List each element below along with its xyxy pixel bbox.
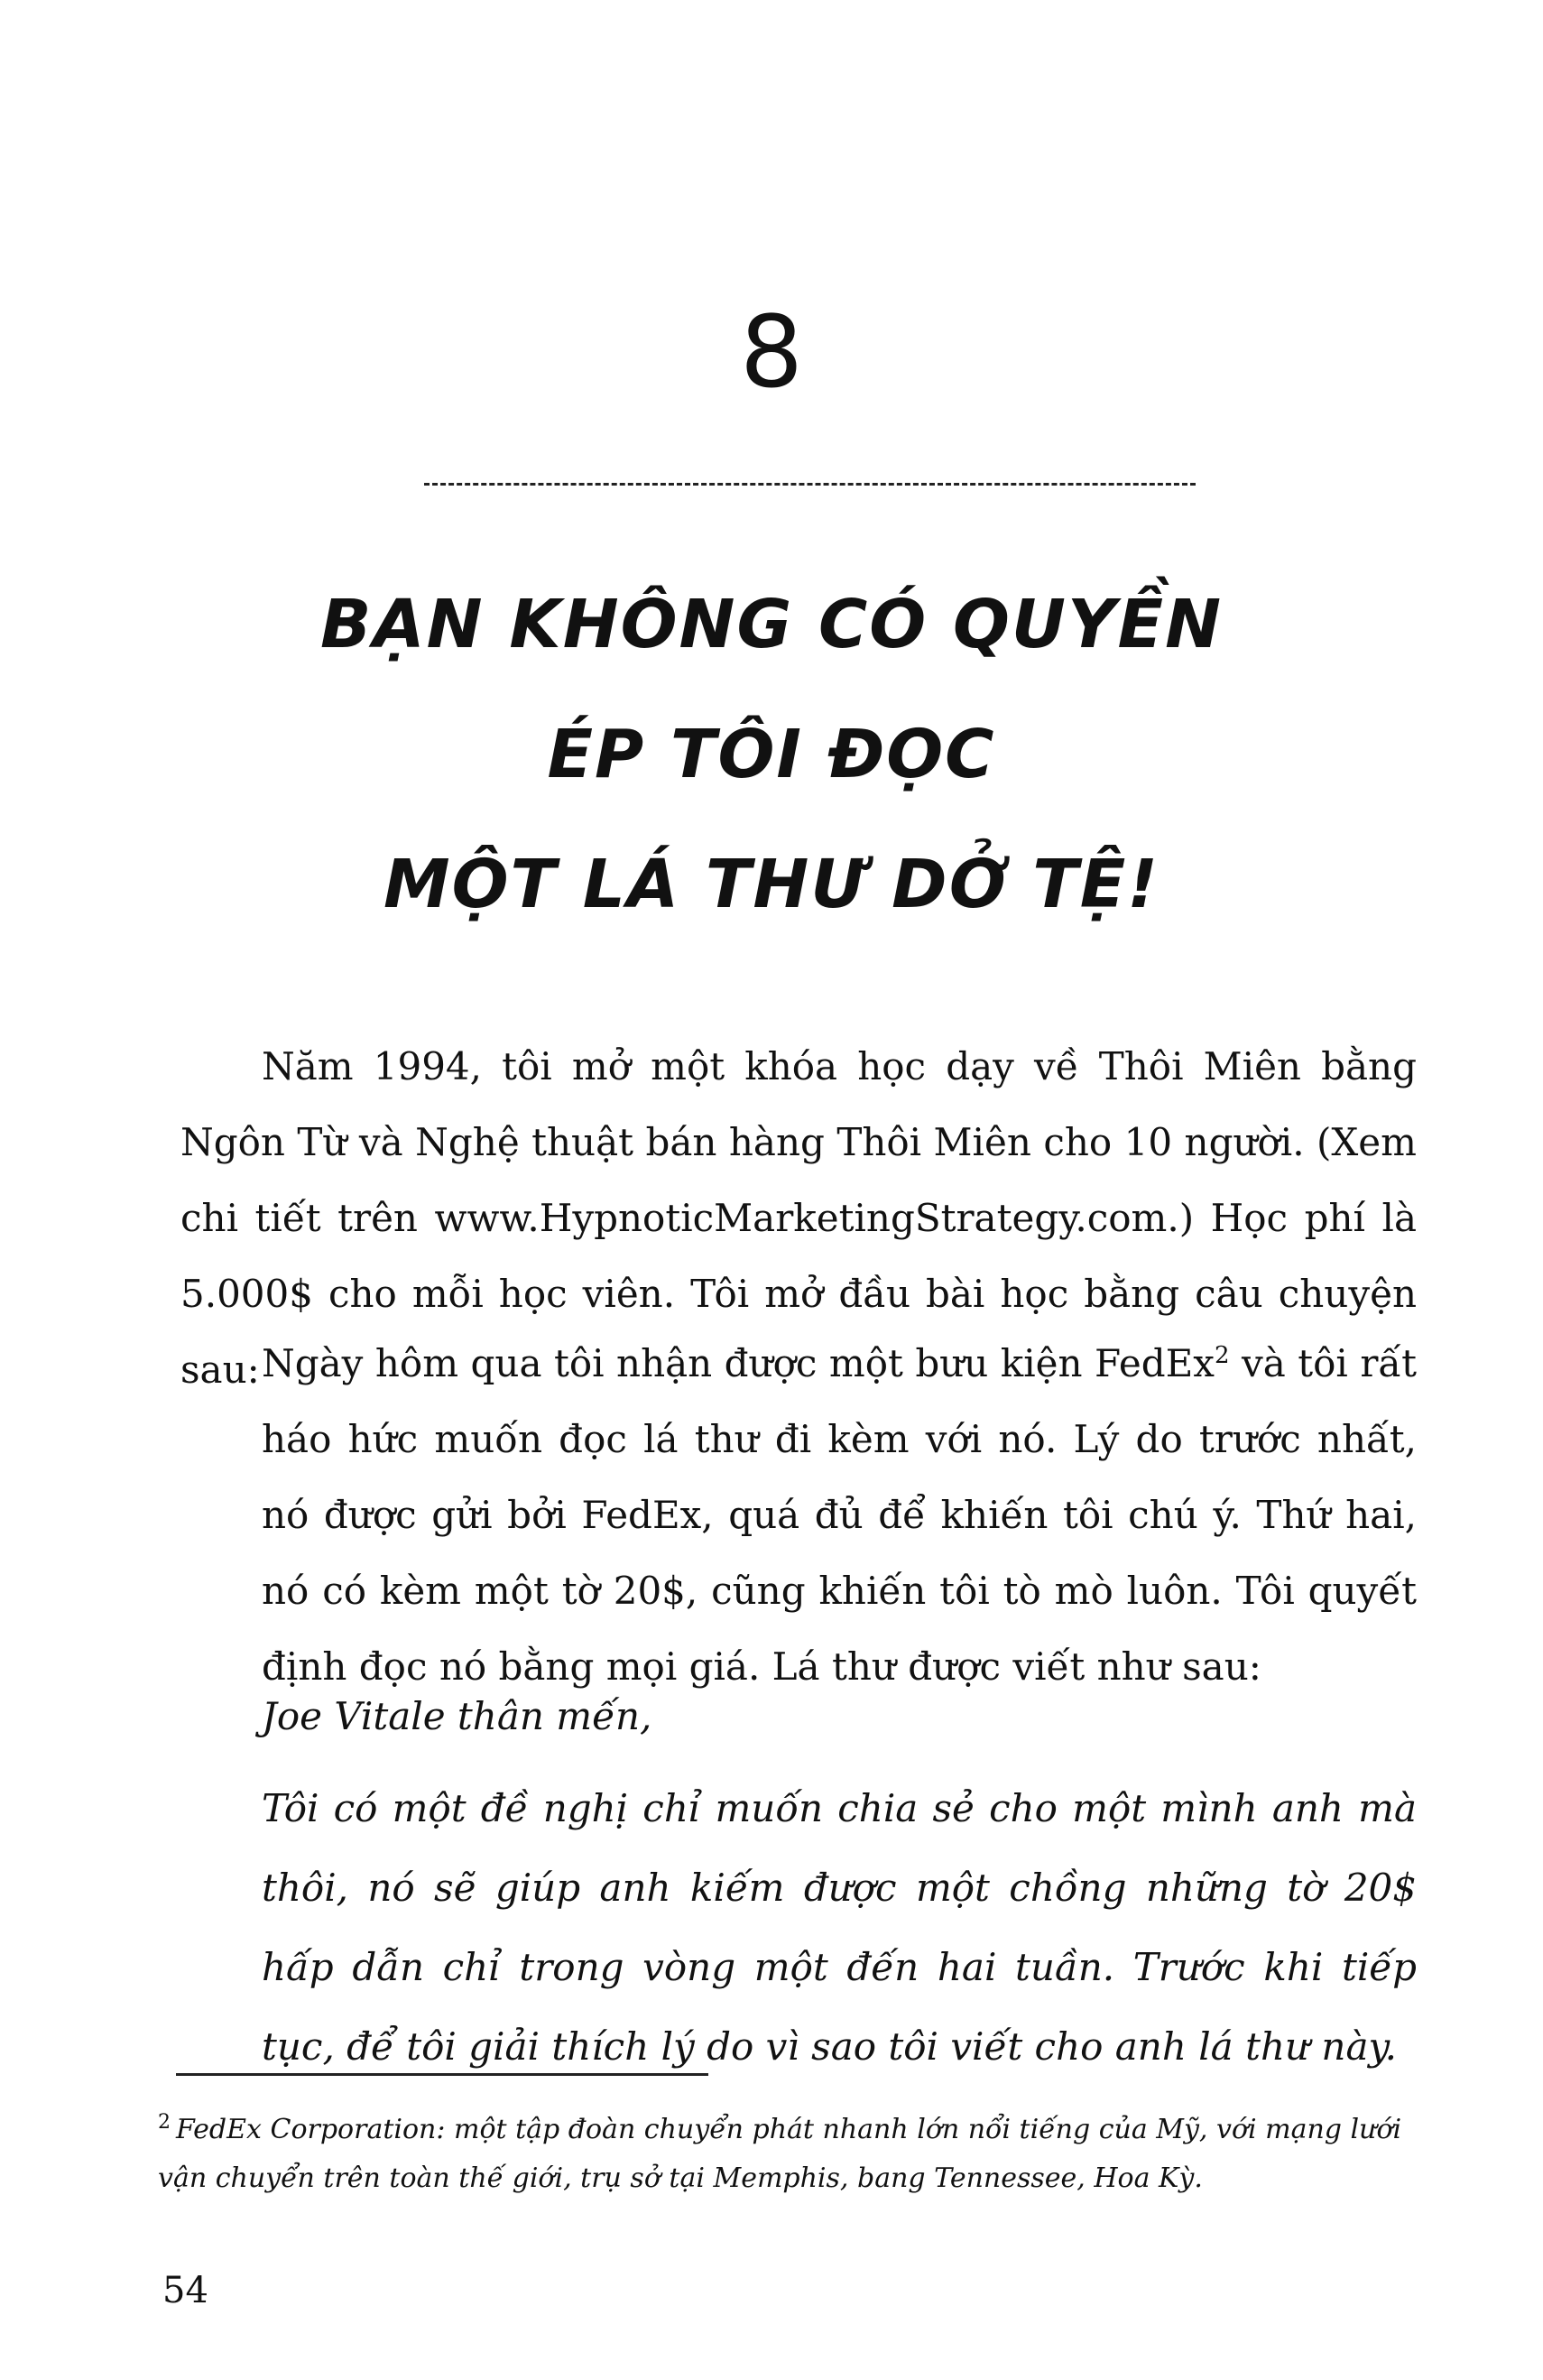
- chapter-divider: [424, 483, 1196, 486]
- footnote-number: 2: [158, 2111, 171, 2134]
- story-text-end: và tôi rất háo hức muốn đọc lá thư đi kèm với nó. Lý do trước nhất, nó được gửi bởi FedEx, quá đủ để khiến tôi chú ý. Thứ hai, nó có kèm một tờ 20$, cũng khiến tôi tò mò luôn. Tôi quyết định đọc nó bằng mọi giá. Lá thư được viết như sau:: [262, 1341, 1418, 1689]
- intro-paragraph: Năm 1994, tôi mở một khóa học dạy về Thôi Miên bằng Ngôn Từ và Nghệ thuật bán hàng Thôi Miên cho 10 người. (Xem chi tiết trên www.HypnoticMarketingStrategy.com.) Học phí là 5.000$ cho mỗi học viên. Tôi mở đầu bài học bằng câu chuyện sau:: [180, 1044, 1417, 1392]
- chapter-number: 8: [740, 294, 803, 410]
- story-paragraph: [262, 1318, 1417, 1705]
- footnote-divider: [176, 2073, 708, 2076]
- letter-paragraph: Tôi có một đề nghị chỉ muốn chia sẻ cho một mình anh mà thôi, nó sẽ giúp anh kiếm được một chồng những tờ 20$ hấp dẫn chỉ trong vòng một đến hai tuần. Trước khi tiếp tục, để tôi giải thích lý do vì sao tôi viết cho anh lá thư này.: [262, 1786, 1417, 2069]
- chapter-title-line: ÉP TÔI ĐỌC: [547, 716, 996, 793]
- footnote: [158, 2098, 1417, 2203]
- page-number: 54: [162, 2270, 208, 2311]
- chapter-title-line: MỘT LÁ THƯ DỞ TỆ!: [383, 846, 1160, 923]
- letter-salutation: Joe Vitale thân mến,: [262, 1694, 652, 1738]
- footnote-reference: 2: [1215, 1342, 1230, 1369]
- chapter-title: [0, 560, 1543, 949]
- story-text-start: Ngày hôm qua tôi nhận được một bưu kiện FedEx: [262, 1341, 1215, 1385]
- footnote-text: FedEx Corporation: một tập đoàn chuyển phát nhanh lớn nổi tiếng của Mỹ, với mạng lưới vận chuyển trên toàn thế giới, trụ sở tại Memphis, bang Tennessee, Hoa Kỳ.: [158, 2114, 1402, 2194]
- chapter-title-line: BẠN KHÔNG CÓ QUYỀN: [319, 586, 1224, 663]
